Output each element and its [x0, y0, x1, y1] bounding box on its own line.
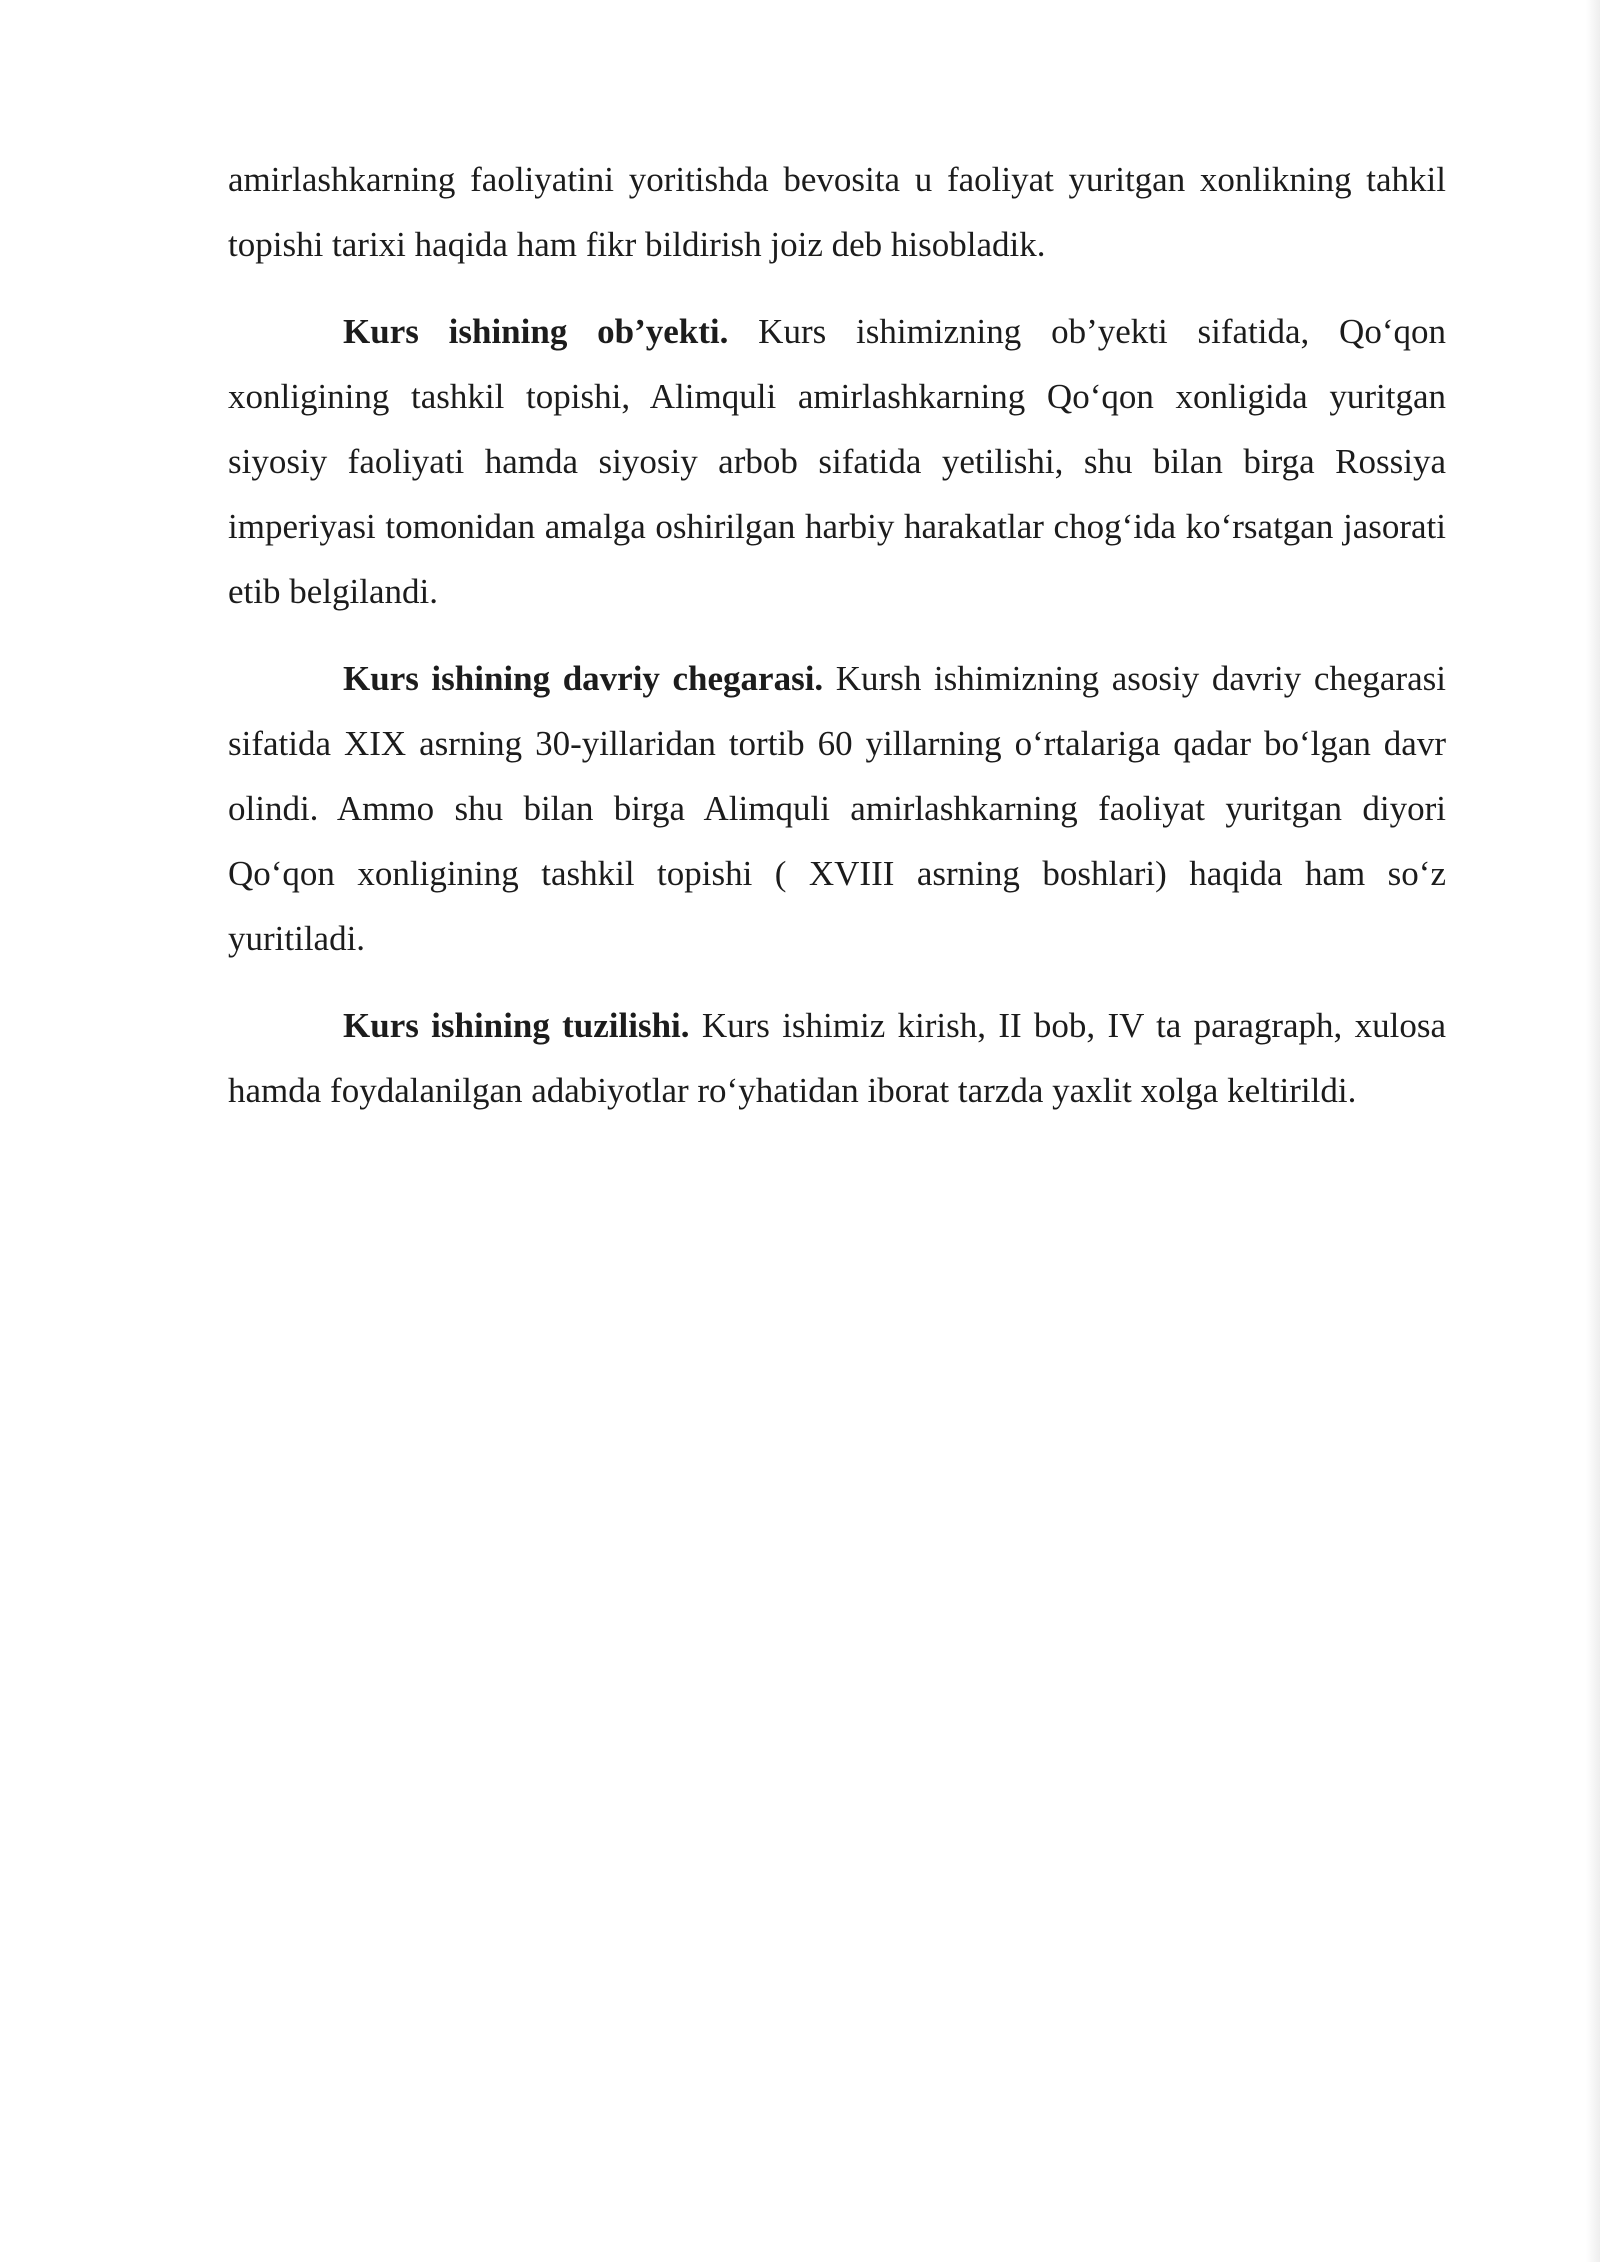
paragraph-heading: Kurs ishining davriy chegarasi.: [343, 659, 824, 698]
paragraph-period: [228, 646, 1446, 971]
paragraph-heading: Kurs ishining tuzilishi.: [343, 1006, 690, 1045]
paragraph-text: Kurs ishimiz kirish, II bob, IV ta paragraph, xulosa hamda foydalanilgan adabiyotlar ro‘yhatidan iborat tarzda yaxlit xolga keltirildi.: [228, 1006, 1446, 1110]
paragraph-text: Kursh ishimizning asosiy davriy chegarasi sifatida XIX asrning 30-yillaridan tortib 60 yillarning o‘rtalariga qadar bo‘lgan davr olindi. Ammo shu bilan birga Alimquli amirlashkarning faoliyat yuritgan diyori Qo‘qon xonligining tashkil topishi ( XVIII asrning boshlari) haqida ham so‘z yuritiladi.: [228, 659, 1446, 958]
paragraph-object: [228, 299, 1446, 624]
paragraph-continuation: [228, 147, 1446, 277]
paragraph-heading: Kurs ishining ob’yekti.: [343, 312, 729, 351]
paragraph-structure: [228, 993, 1446, 1123]
paragraph-text: amirlashkarning faoliyatini yoritishda bevosita u faoliyat yuritgan xonlikning tahkil topishi tarixi haqida ham fikr bildirish joiz deb hisobladik.: [228, 160, 1446, 264]
page-edge-shadow: [1586, 0, 1600, 2262]
paragraph-text: Kurs ishimizning ob’yekti sifatida, Qo‘qon xonligining tashkil topishi, Alimquli amirlashkarning Qo‘qon xonligida yuritgan siyosiy faoliyati hamda siyosiy arbob sifatida yetilishi, shu bilan birga Rossiya imperiyasi tomonidan amalga oshirilgan harbiy harakatlar chog‘ida ko‘rsatgan jasorati etib belgilandi.: [228, 312, 1446, 611]
document-body: [228, 147, 1446, 1145]
